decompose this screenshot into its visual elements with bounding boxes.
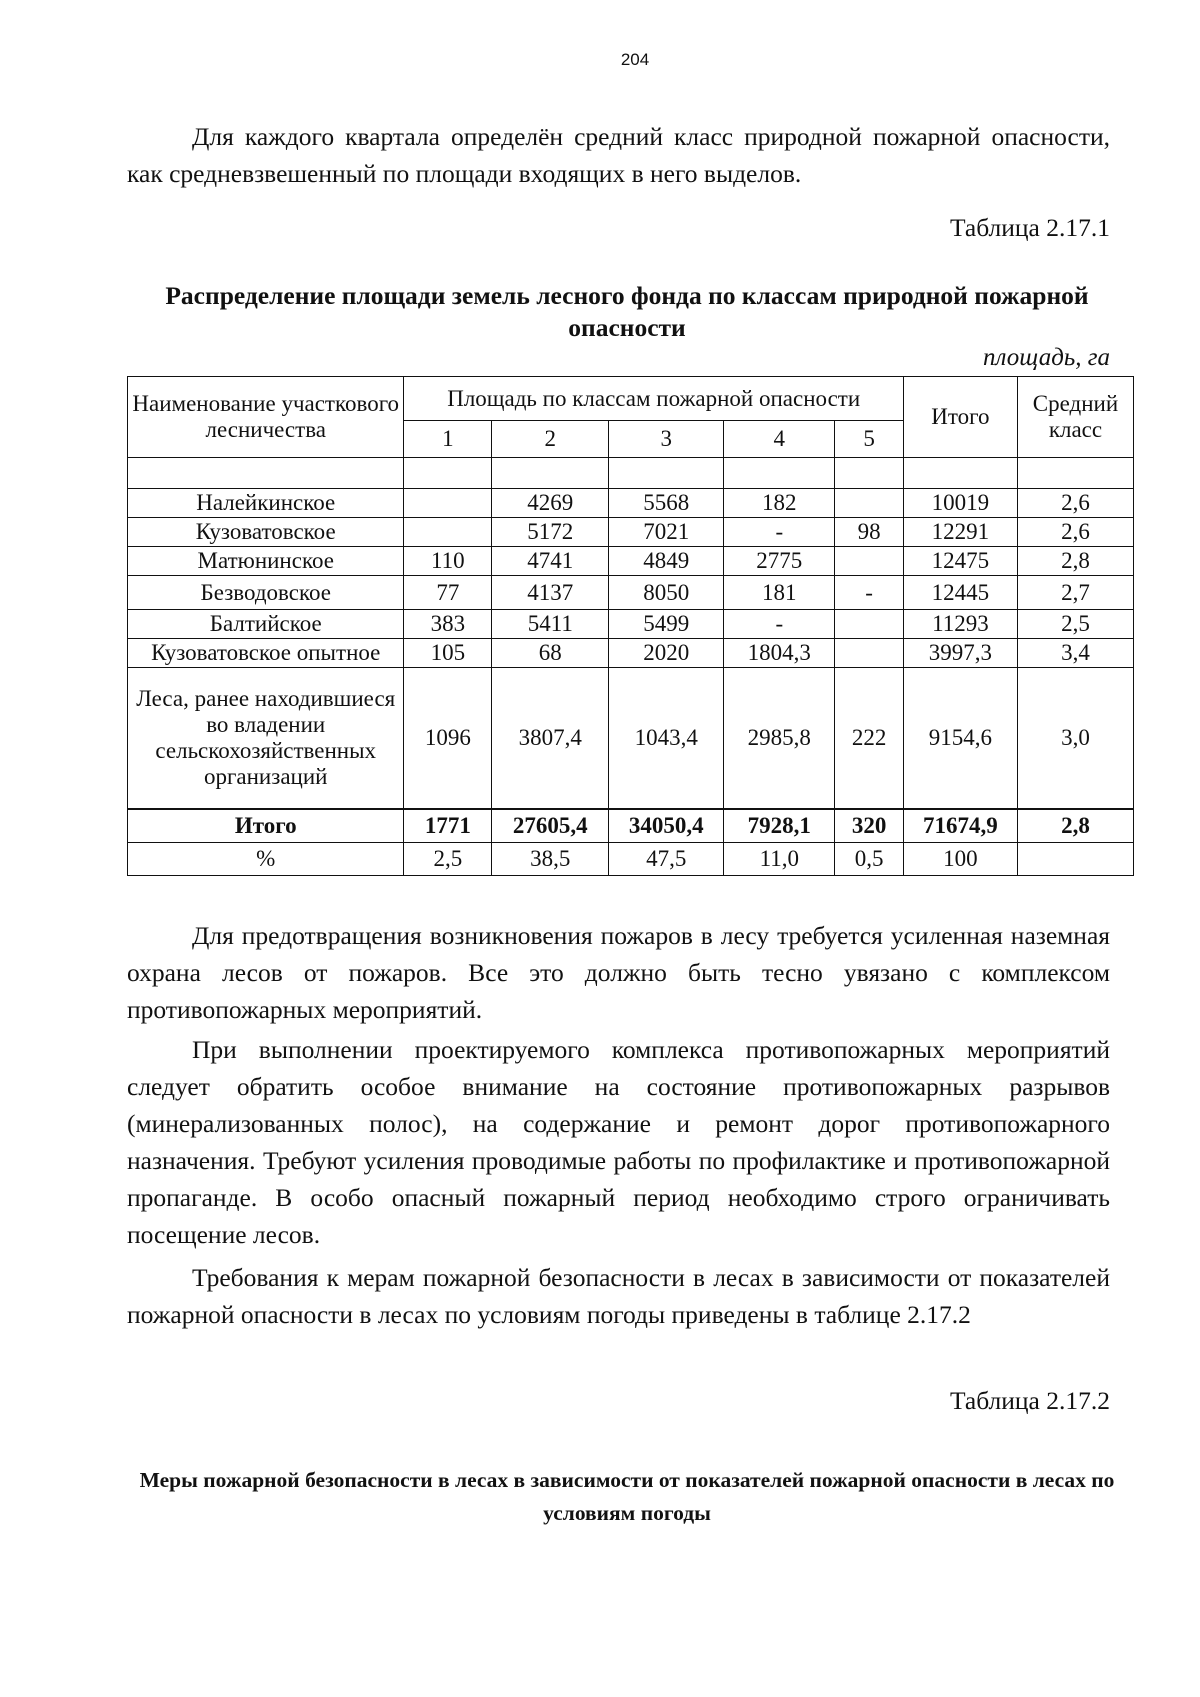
header-row <box>128 377 1134 421</box>
table-row: Налейкинское 4269 5568 182 10019 2,6 <box>128 489 1134 518</box>
header-total: Итого <box>903 377 1017 458</box>
paragraph-requirements: Требования к мерам пожарной безопасности в лесах в зависимости от показателей пожарной опасности в лесах по условиям погоды приведены в таблице 2.17.2 <box>127 1263 1110 1329</box>
table2-reference: Таблица 2.17.2 <box>949 1386 1110 1415</box>
table-row: Безводовское 77 4137 8050 181 - 12445 2,7 <box>128 576 1134 610</box>
header-classes-group: Площадь по классам пожарной опасности <box>404 377 903 421</box>
table-row: Кузоватовское 5172 7021 - 98 12291 2,6 <box>128 518 1134 547</box>
table-row: Матюнинское 110 4741 4849 2775 12475 2,8 <box>128 547 1134 576</box>
header-class-3: 3 <box>609 421 724 458</box>
paragraph-prevention: Для предотвращения возникновения пожаров в лесу требуется усиленная наземная охрана лесов от пожаров. Все это должно быть тесно увязано с комплексом противопожарных мероприятий. <box>127 921 1110 1024</box>
table1-reference: Таблица 2.17.1 <box>949 213 1110 242</box>
header-class-4: 4 <box>724 421 835 458</box>
table1-units: площадь, га <box>983 344 1110 371</box>
header-class-1: 1 <box>404 421 492 458</box>
header-avg: Средний класс <box>1017 377 1133 458</box>
fire-class-table <box>127 376 1134 876</box>
agri-row-name: Леса, ранее находившиеся во владении сельскохозяйственных организаций <box>128 668 404 810</box>
table-percent-row: % 2,5 38,5 47,5 11,0 0,5 100 <box>128 843 1134 876</box>
page-number: 204 <box>620 50 650 69</box>
table-row-agri: Леса, ранее находившиеся во владении сельскохозяйственных организаций 1096 3807,4 1043,4 2985,8 222 9154,6 3,0 <box>128 668 1134 810</box>
header-name: Наименование участкового лесничества <box>128 377 404 458</box>
paragraph-measures: При выполнении проектируемого комплекса противопожарных мероприятий следует обратить особое внимание на состояние противопожарных разрывов (минерализованных полос), на содержание и ремонт дорог противопожарного назначения. Требуют усиления проводимые работы по профилактике и противопожарной пропаганде. В особо опасный пожарный период необходимо строго ограничивать посещение лесов. <box>127 1035 1110 1249</box>
table2-title: Меры пожарной безопасности в лесах в зависимости от показателей пожарной опасности в лесах по условиям погоды <box>139 1468 1115 1525</box>
header-class-2: 2 <box>492 421 609 458</box>
header-class-5: 5 <box>835 421 904 458</box>
table-row: Балтийское 383 5411 5499 - 11293 2,5 <box>128 610 1134 639</box>
blank-row <box>128 458 1134 489</box>
table-row: Кузоватовское опытное 105 68 2020 1804,3 3997,3 3,4 <box>128 639 1134 668</box>
table1-title: Распределение площади земель лесного фонда по классам природной пожарной опасности <box>165 281 1089 342</box>
intro-paragraph: Для каждого квартала определён средний класс природной пожарной опасности, как средневзвешенный по площади входящих в него выделов. <box>127 122 1110 188</box>
table-total-row: Итого 1771 27605,4 34050,4 7928,1 320 71674,9 2,8 <box>128 809 1134 843</box>
